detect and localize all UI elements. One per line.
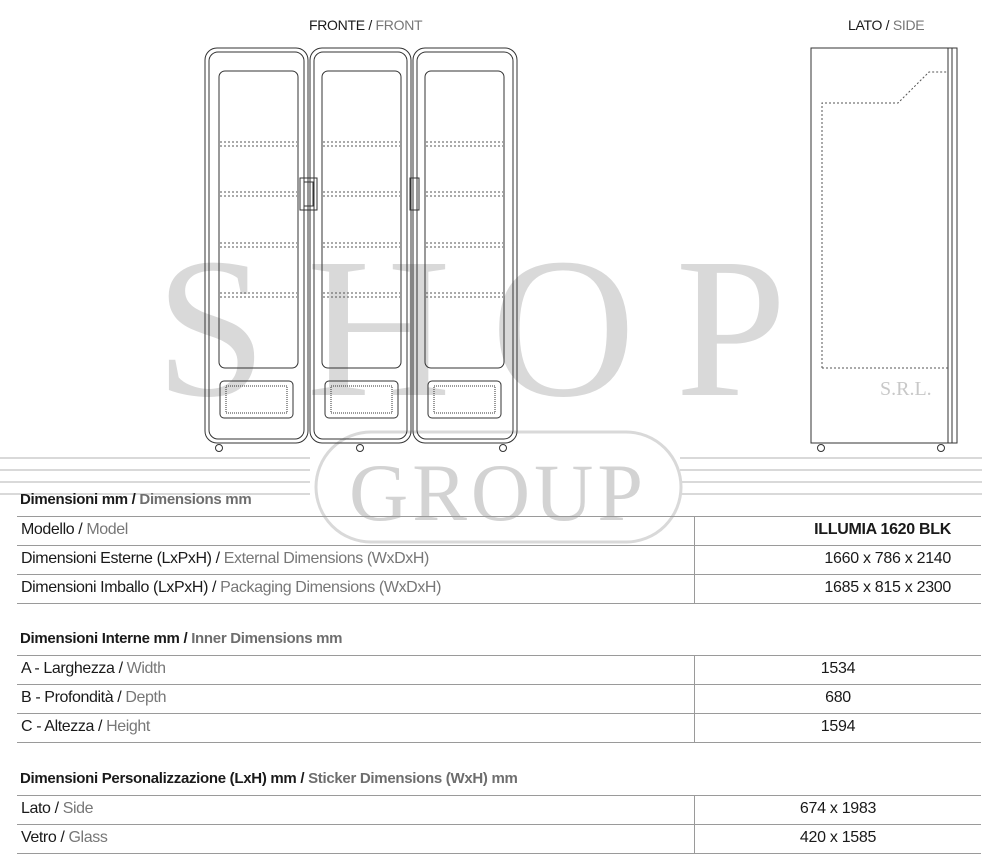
- front-view: [205, 48, 517, 452]
- table-row-packaging-dimensions: Dimensioni Imballo (LxPxH) / Packaging Dimensions (WxDxH) 1685 x 815 x 2300: [17, 574, 981, 604]
- front-view-label: FRONTE / FRONT: [309, 17, 423, 33]
- table-row-width: A - Larghezza / Width 1534: [17, 655, 981, 684]
- packaging-dimensions-value: 1685 x 815 x 2300: [824, 579, 951, 596]
- inner-height-value: 1594: [820, 718, 856, 735]
- inner-width-value: 1534: [820, 660, 856, 677]
- external-dimensions-value: 1660 x 786 x 2140: [824, 550, 951, 567]
- side-view-label: LATO / SIDE: [848, 17, 925, 33]
- side-label-it: LATO: [848, 17, 883, 33]
- sticker-glass-value: 420 x 1585: [799, 829, 877, 846]
- front-label-it: FRONTE: [309, 17, 365, 33]
- table-row-model: Modello / Model ILLUMIA 1620 BLK: [17, 516, 981, 545]
- model-value: ILLUMIA 1620 BLK: [814, 521, 951, 538]
- sticker-dimensions-section-title: Dimensioni Personalizzazione (LxH) mm / Sticker Dimensions (WxH) mm: [20, 770, 518, 787]
- front-label-en: FRONT: [375, 17, 423, 33]
- table-row-external-dimensions: Dimensioni Esterne (LxPxH) / External Dimensions (WxDxH) 1660 x 786 x 2140: [17, 545, 981, 574]
- side-view: [811, 48, 957, 452]
- table-row-glass: Vetro / Glass 420 x 1585: [17, 824, 981, 854]
- watermark-shop-text: SHOP: [155, 218, 827, 439]
- watermark-group-text: GROUP: [349, 447, 647, 538]
- table-row-height: C - Altezza / Height 1594: [17, 713, 981, 743]
- inner-depth-value: 680: [825, 689, 851, 706]
- dimensions-section-title: Dimensioni mm / Dimensions mm: [20, 491, 252, 508]
- table-row-depth: B - Profondità / Depth 680: [17, 684, 981, 713]
- table-row-side: Lato / Side 674 x 1983: [17, 795, 981, 824]
- watermark-srl-text: S.R.L.: [880, 378, 932, 400]
- inner-dimensions-section-title: Dimensioni Interne mm / Inner Dimensions mm: [20, 630, 343, 647]
- side-label-en: SIDE: [892, 17, 925, 33]
- sticker-side-value: 674 x 1983: [799, 800, 877, 817]
